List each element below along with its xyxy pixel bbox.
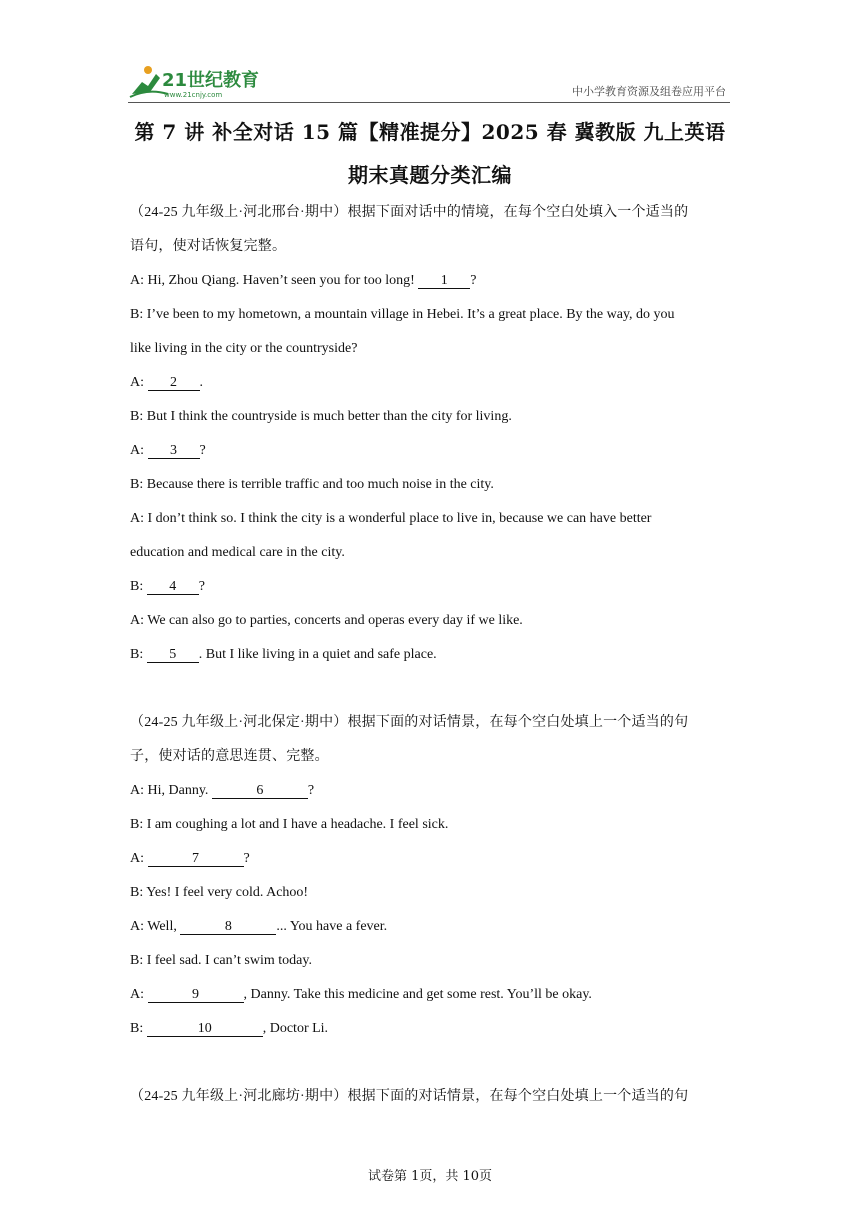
- dialog-line: A: We can also go to parties, concerts and operas every day if we like.: [130, 613, 523, 628]
- section-1-intro: （24-25 九年级上·河北邢台·期中）根据下面对话中的情境，在每个空白处填入一个适当的: [130, 205, 689, 220]
- blank-8[interactable]: 8: [180, 919, 276, 935]
- logo-url: www.21cnjy.com: [164, 91, 223, 99]
- dialog-line: A: Well, 8 ... You have a fever.: [130, 919, 388, 934]
- dialog-line: like living in the city or the countryside?: [130, 341, 358, 356]
- page-title: 第 7 讲 补全对话 15 篇【精准提分】2025 春 冀教版 九上英语: [134, 120, 726, 144]
- section-1-intro-cont: 语句，使对话恢复完整。: [130, 239, 287, 254]
- blank-6[interactable]: 6: [212, 783, 308, 799]
- blank-1[interactable]: 1: [418, 273, 470, 289]
- header-platform-text: 中小学教育资源及组卷应用平台: [572, 85, 726, 98]
- dialog-line: B: Because there is terrible traffic and too much noise in the city.: [130, 477, 494, 492]
- blank-3[interactable]: 3: [148, 443, 200, 459]
- page-footer: 试卷第 1页，共 10页: [367, 1169, 493, 1184]
- dialog-line: B: 5 . But I like living in a quiet and safe place.: [130, 647, 437, 662]
- dialog-line: B: I am coughing a lot and I have a headache. I feel sick.: [130, 817, 449, 832]
- section-3-intro: （24-25 九年级上·河北廊坊·期中）根据下面的对话情景，在每个空白处填上一个适当的句: [130, 1089, 689, 1104]
- page-subtitle: 期末真题分类汇编: [348, 163, 512, 187]
- dialog-line: B: I feel sad. I can’t swim today.: [130, 953, 312, 968]
- blank-5[interactable]: 5: [147, 647, 199, 663]
- dialog-line: A: 3 ?: [130, 443, 206, 458]
- dialog-line: education and medical care in the city.: [130, 545, 345, 560]
- dialog-line: A: I don’t think so. I think the city is a wonderful place to live in, because we can have better: [130, 511, 652, 526]
- dialog-line: A: Hi, Zhou Qiang. Haven’t seen you for too long! 1 ?: [130, 273, 477, 288]
- dialog-line: B: Yes! I feel very cold. Achoo!: [130, 885, 309, 900]
- dialog-line: B: 10 , Doctor Li.: [130, 1021, 329, 1036]
- document-body: [130, 196, 730, 1114]
- dialog-line: A: 9 , Danny. Take this medicine and get some rest. You’ll be okay.: [130, 987, 592, 1002]
- dialog-line: B: I’ve been to my hometown, a mountain village in Hebei. It’s a great place. By the way, do you: [130, 307, 675, 322]
- section-2-intro: （24-25 九年级上·河北保定·期中）根据下面的对话情景，在每个空白处填上一个适当的句: [130, 715, 689, 730]
- page-header: [128, 62, 730, 103]
- logo-21cnjy: [128, 64, 278, 100]
- dialog-line: A: 7 ?: [130, 851, 250, 866]
- blank-7[interactable]: 7: [148, 851, 244, 867]
- dialog-line: A: Hi, Danny. 6 ?: [130, 783, 315, 798]
- dialog-line: B: 4 ?: [130, 579, 205, 594]
- blank-4[interactable]: 4: [147, 579, 199, 595]
- section-2-intro-cont: 子，使对话的意思连贯、完整。: [130, 749, 329, 764]
- logo-text: 21世纪教育: [162, 70, 260, 91]
- blank-9[interactable]: 9: [148, 987, 244, 1003]
- blank-2[interactable]: 2: [148, 375, 200, 391]
- dialog-line: B: But I think the countryside is much better than the city for living.: [130, 409, 512, 424]
- dialog-line: A: 2 .: [130, 375, 203, 390]
- blank-10[interactable]: 10: [147, 1021, 263, 1037]
